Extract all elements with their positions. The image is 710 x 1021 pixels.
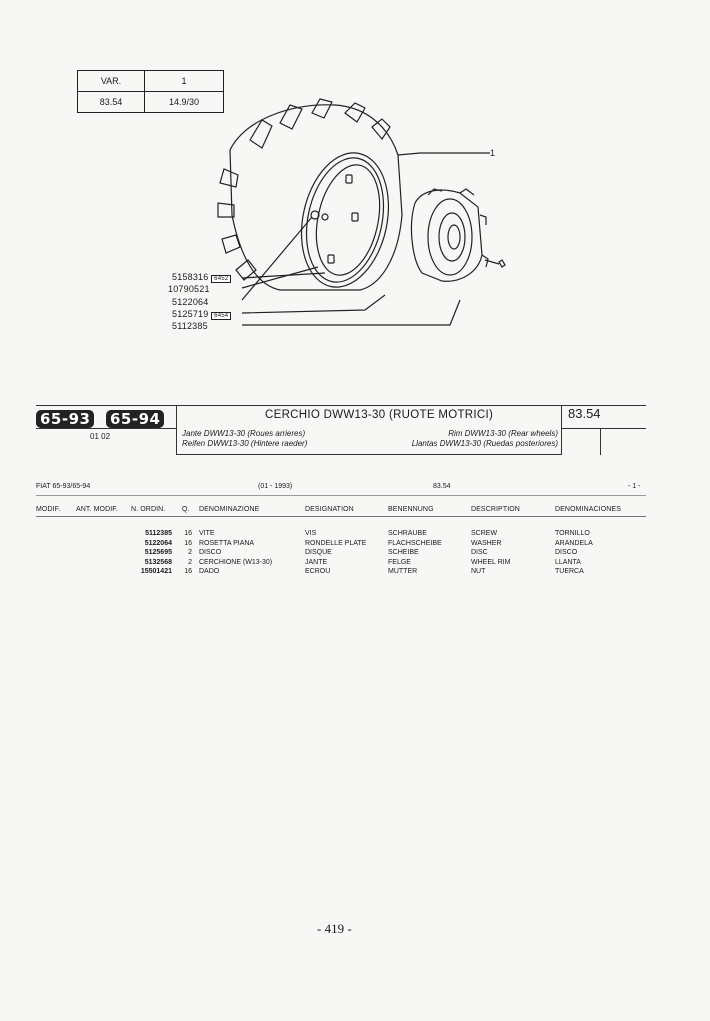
- table-row-es: TORNILLO: [555, 530, 590, 537]
- callout-part-1: 5158316 6452: [172, 272, 231, 282]
- table-row-de: FELGE: [388, 558, 411, 566]
- table-row-it: CERCHIONE (W13-30): [199, 558, 273, 566]
- table-row-fr: VIS: [305, 530, 317, 537]
- col-q: Q.: [182, 506, 190, 513]
- col-values-en: [471, 529, 510, 577]
- date-label: (01 - 1993): [258, 483, 293, 490]
- table-row-en: DISC: [471, 549, 488, 557]
- table-row-it: DADO: [199, 568, 220, 576]
- table-row-en: WHEEL RIM: [471, 558, 511, 566]
- table-row-n: 15501421: [140, 568, 172, 576]
- table-row-q: 16: [184, 539, 192, 547]
- group-label: 83.54: [433, 483, 451, 490]
- table-row-en: WASHER: [471, 539, 502, 547]
- title-english: Rim DWW13-30 (Rear wheels): [448, 429, 558, 438]
- title-french: Jante DWW13-30 (Roues arrieres): [182, 429, 306, 438]
- table-row-de: FLACHSCHEIBE: [388, 539, 442, 547]
- table-row-fr: JANTE: [305, 558, 328, 566]
- callout-1: 1: [490, 148, 496, 158]
- wheel-rim-exploded-drawing: [160, 95, 520, 360]
- col-en: DESCRIPTION: [471, 506, 520, 513]
- header-ref-divider-left: [561, 405, 562, 455]
- table-row-n: 5132568: [144, 558, 172, 566]
- table-row-it: VITE: [199, 530, 215, 537]
- table-row-es: LLANTA: [555, 558, 581, 566]
- header-top-rule: [36, 405, 646, 406]
- model-badge-a: 65-93: [36, 410, 94, 428]
- var-header-left: VAR.: [78, 71, 145, 92]
- table-row-en: NUT: [471, 568, 486, 576]
- callout-part-3: 5122064: [172, 297, 209, 307]
- table-row-n: 5125695: [144, 549, 172, 557]
- col-values-es: [555, 529, 593, 577]
- page-number: - 419 -: [317, 921, 352, 936]
- col-modif: MODIF.: [36, 506, 61, 513]
- title-german: Reifen DWW13-30 (Hintere raeder): [182, 439, 308, 448]
- var-value-left: 83.54: [78, 92, 145, 113]
- var-value-right: 14.9/30: [145, 92, 224, 113]
- callout-box-4: 6454: [211, 312, 231, 320]
- col-values-fr: [305, 529, 366, 577]
- group-reference: 83.54: [568, 406, 601, 421]
- model-label: FIAT 65-93/65-94: [36, 483, 91, 490]
- table-row-q: 2: [188, 558, 192, 566]
- sheet-label: - 1 -: [628, 483, 641, 490]
- table-row-en: SCREW: [471, 530, 498, 537]
- col-ant-modif: ANT. MODIF.: [76, 506, 118, 513]
- col-values-it: [199, 529, 272, 577]
- model-badge-b: 65-94: [106, 410, 164, 428]
- column-rule: [36, 516, 646, 517]
- table-row-fr: ECROU: [305, 568, 331, 576]
- col-it: DENOMINAZIONE: [199, 506, 260, 513]
- table-row-de: MUTTER: [388, 568, 418, 576]
- col-fr: DESIGNATION: [305, 506, 354, 513]
- col-values-q: [180, 529, 192, 577]
- table-row-n: 5112385: [145, 530, 172, 537]
- table-row-de: SCHEIBE: [388, 549, 419, 557]
- date-code: 01 02: [90, 432, 111, 441]
- callout-part-5: 5112385: [172, 321, 208, 331]
- col-values-n-ordin: [128, 529, 172, 577]
- col-n-ordin: N. ORDIN.: [131, 506, 166, 513]
- col-values-de: [388, 529, 442, 577]
- header-divider: [176, 405, 177, 455]
- table-row-es: DISCO: [555, 549, 578, 557]
- table-row-n: 5122064: [144, 539, 172, 547]
- callout-box-1: 6452: [211, 275, 231, 283]
- table-row-q: 16: [184, 568, 192, 576]
- header-bottom-rule: [176, 454, 561, 455]
- header-ref-divider: [600, 428, 601, 455]
- callout-part-2: 10790521: [168, 284, 210, 294]
- page-title: CERCHIO DWW13-30 (RUOTE MOTRICI): [265, 409, 494, 421]
- meta-rule: [36, 495, 646, 496]
- table-row-de: SCHRAUBE: [388, 530, 427, 537]
- title-spanish: Llantas DWW13-30 (Ruedas posteriores): [411, 439, 558, 448]
- table-row-q: 16: [184, 530, 192, 537]
- header-ref-rule: [561, 428, 646, 429]
- table-row-fr: DISQUE: [305, 549, 332, 557]
- table-row-it: DISCO: [199, 549, 222, 557]
- col-de: BENENNUNG: [388, 506, 434, 513]
- table-row-es: ARANDELA: [555, 539, 593, 547]
- table-row-fr: RONDELLE PLATE: [305, 539, 367, 547]
- table-row-q: 2: [188, 549, 192, 557]
- callout-part-4: 5125719 6454: [172, 309, 231, 319]
- var-header-right: 1: [145, 71, 224, 92]
- col-es: DENOMINACIONES: [555, 506, 621, 513]
- header-badge-rule: [36, 428, 176, 429]
- table-row-es: TUERCA: [555, 568, 584, 576]
- table-row-it: ROSETTA PIANA: [199, 539, 255, 547]
